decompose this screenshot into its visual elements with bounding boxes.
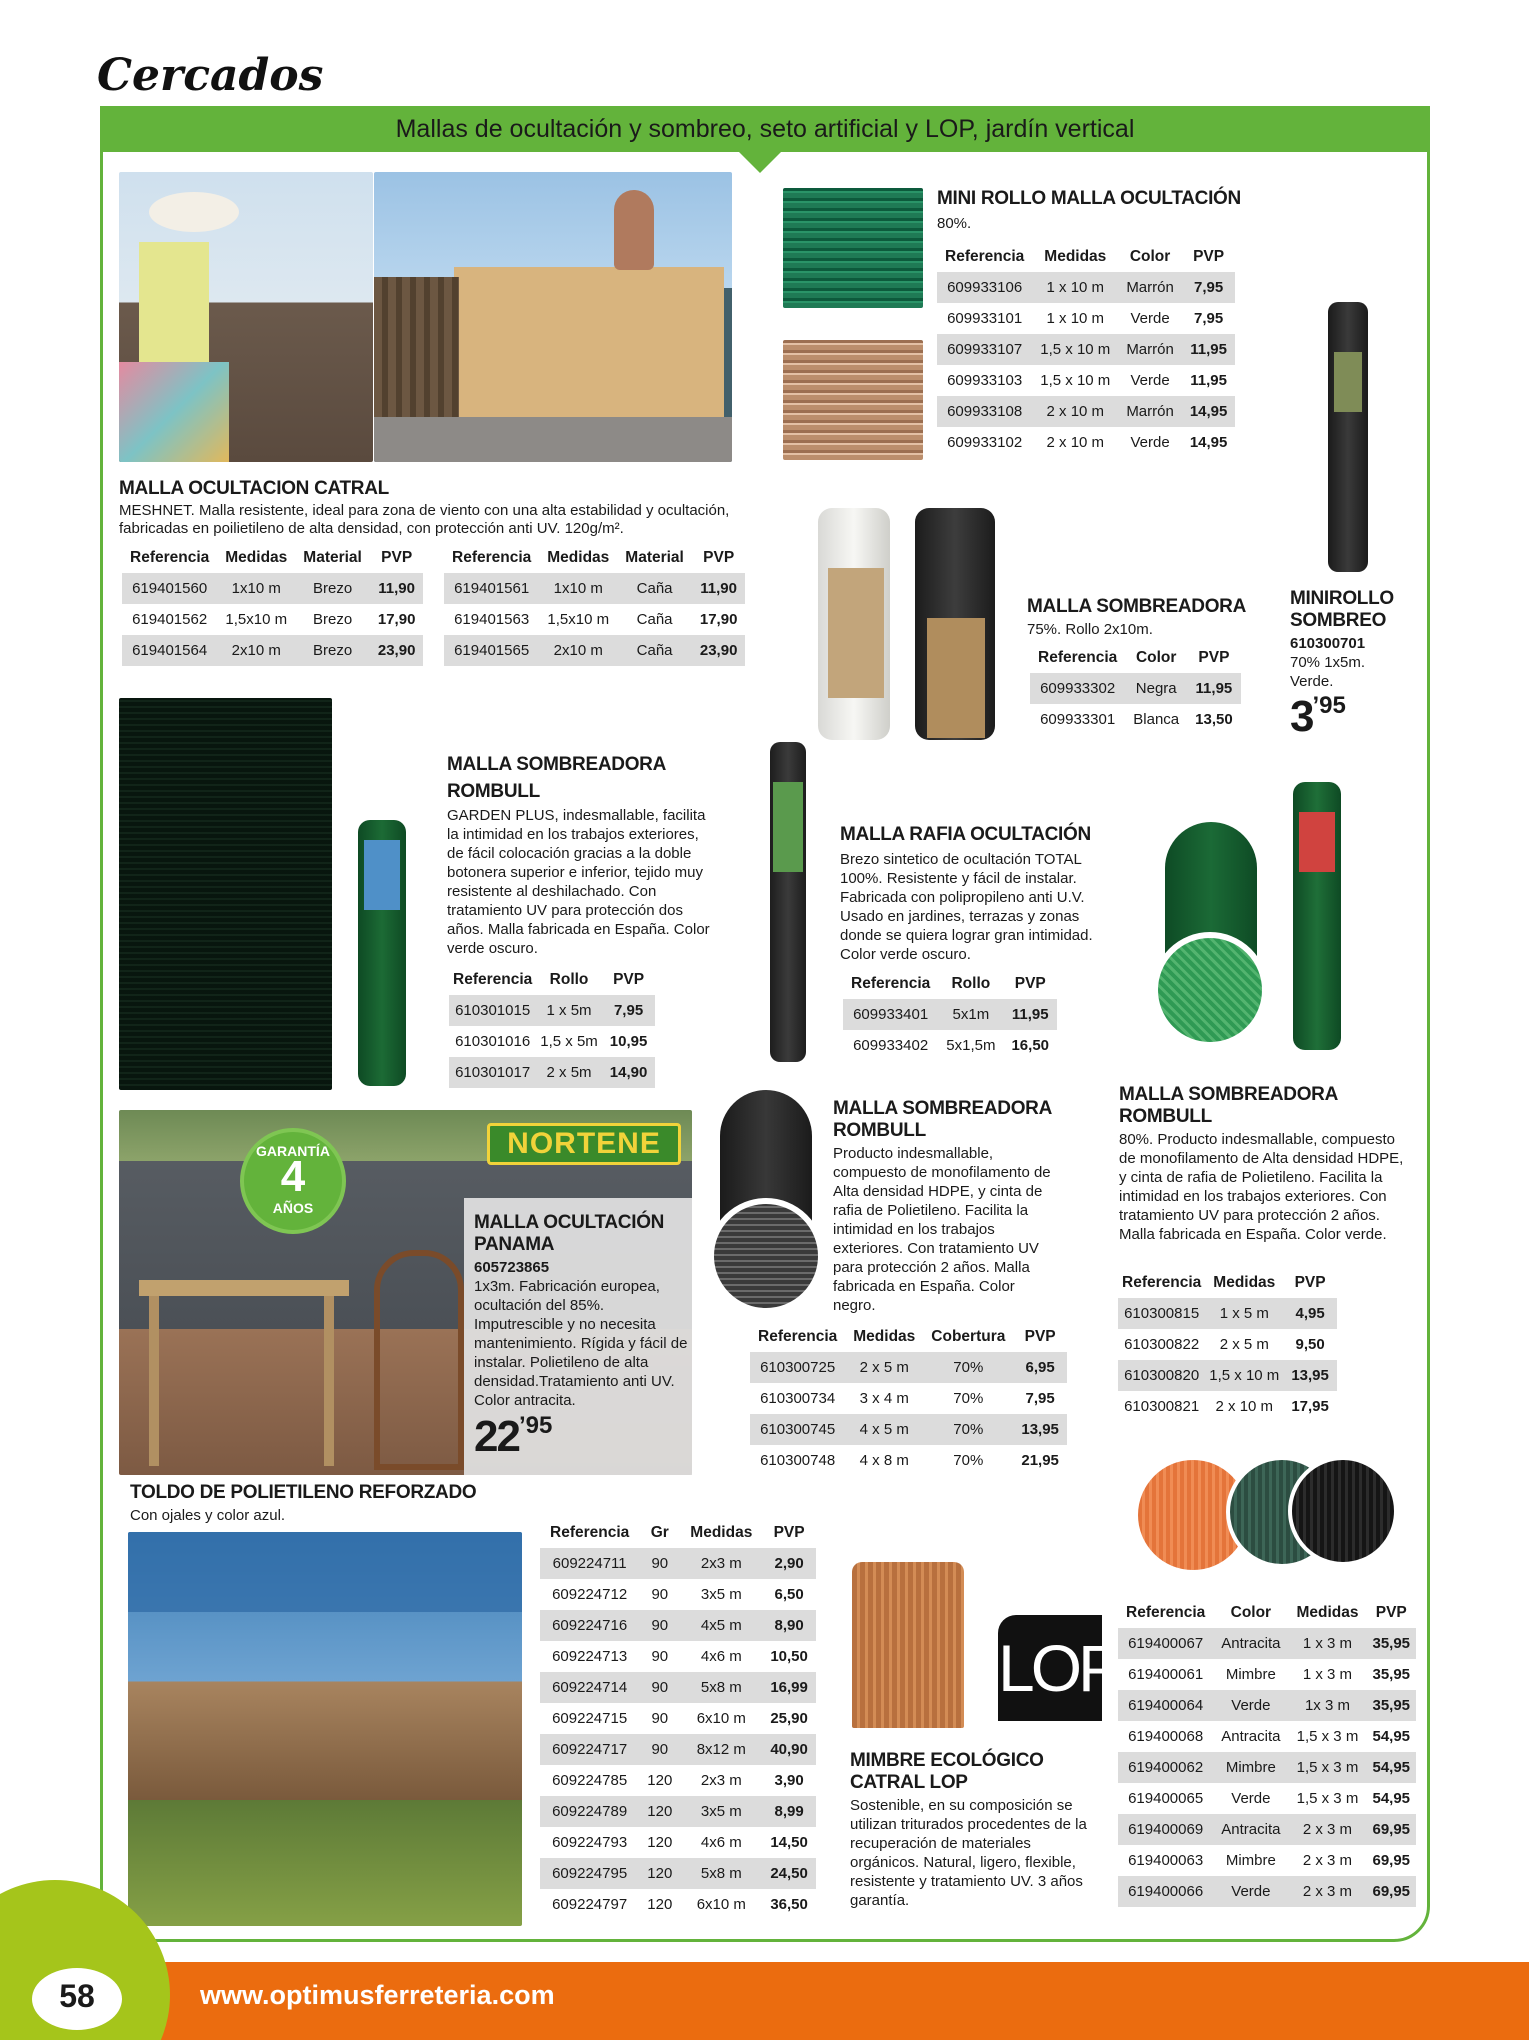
table-row: 610301016 1,5 x 5m 10,95 xyxy=(455,1033,648,1050)
rombull-80-title-2: ROMBULL xyxy=(1119,1106,1212,1127)
toldo-table: Referencia Gr Medidas PVP 609224711 90 2x3 m 2,90 609224712 90 3x5 m 6,50 609224716 90 4x5 m 8,90 609224713 90 4x6 m 10,50 609224714 90 5x8 m 16,99 609224715 90 6x10 m 25,90 609224717 90 8x12 m 40,90 609224785 120 2x3 m 3,90 609224789 120 3x5 m 8,99 609224793 120 4x6 m 14,50 609224795 120 5x8 m 24,50 609224797 120 6x10 m 36,50 xyxy=(540,1518,816,1920)
sombreadora-sub: 75%. Rollo 2x10m. xyxy=(1027,621,1153,638)
catral-desc: MESHNET. Malla resistente, ideal para zona de viento con una alta estabilidad y ocultación, fabricadas en poilietileno de alta densidad, con protección anti UV. 120g/m². xyxy=(119,502,730,537)
rombull-garden-table: Referencia Rollo PVP 610301015 1 x 5m 7,95 610301016 1,5 x 5m 10,95 610301017 2 x 5m 14,90 xyxy=(449,965,655,1088)
table-row: 619401564 2x10 m Brezo 23,90 xyxy=(122,635,423,666)
banner-pointer xyxy=(738,151,782,173)
table-row: 610300821 2 x 10 m 17,95 xyxy=(1124,1398,1329,1415)
table-row: 609933101 1 x 10 m Verde 7,95 xyxy=(947,310,1224,327)
table-row: 609933102 2 x 10 m Verde 14,95 xyxy=(947,434,1228,451)
rombull-negro-table: Referencia Medidas Cobertura PVP 610300725 2 x 5 m 70% 6,95 610300734 3 x 4 m 70% 7,95 610300745 4 x 5 m 70% 13,95 610300748 4 x 8 m 70% 21,95 xyxy=(750,1322,1067,1476)
rafia-roll-image xyxy=(770,742,806,1062)
table-row: 619400064 Verde 1x 3 m 35,95 xyxy=(1118,1690,1416,1721)
table-row: 610300725 2 x 5 m 70% 6,95 xyxy=(750,1352,1067,1383)
green-mesh-circle xyxy=(1152,932,1268,1048)
table-row: 609224789 120 3x5 m 8,99 xyxy=(540,1796,816,1827)
white-roll-image xyxy=(818,508,890,740)
section-banner: Mallas de ocultación y sombreo, seto artificial y LOP, jardín vertical xyxy=(100,106,1430,152)
panama-desc: 1x3m. Fabricación europea, ocultación del 85%. Imputrescible y no necesita mantenimiento. Rígida y fácil de instalar. Polietileno de alta densidad.Tratamiento anti UV. Color antracita. xyxy=(474,1278,688,1409)
rombull-negro-title-1: MALLA SOMBREADORA xyxy=(833,1098,1053,1119)
guarantee-badge-number: 4 xyxy=(280,1152,306,1201)
toldo-sub: Con ojales y color azul. xyxy=(130,1507,286,1524)
black-mesh-circle xyxy=(708,1198,824,1314)
rafia-desc: Brezo sintetico de ocultación TOTAL 100%. Resistente y fácil de instalar. Fabricada con polipropileno anti U.V. Usado en jardines, terrazas y zonas donde se quiera lograr gran intimidad. Color verde oscuro. xyxy=(840,851,1093,963)
table-row: 610300745 4 x 5 m 70% 13,95 xyxy=(750,1414,1067,1445)
minirollo-price: $3^{’95}$ xyxy=(1290,692,1346,741)
table-row: 619400065 Verde 1,5 x 3 m 54,95 xyxy=(1128,1790,1411,1807)
mini-rollo-title: MINI ROLLO MALLA OCULTACIÓN xyxy=(937,188,1241,209)
panama-ref: 605723865 xyxy=(474,1259,550,1276)
guarantee-badge-bottom: AÑOS xyxy=(272,1200,314,1216)
rafia-title: MALLA RAFIA OCULTACIÓN xyxy=(840,824,1091,845)
dark-roll-image xyxy=(915,508,995,740)
panama-price: $22^{’95}$ xyxy=(474,1412,553,1461)
rombull-negro-title-2: ROMBULL xyxy=(833,1120,926,1141)
catral-table-a: Referencia Medidas Material PVP 619401560 1x10 m Brezo 11,90 619401562 1,5x10 m Brezo 17,90 619401564 2x10 m Brezo 23,90 xyxy=(122,543,423,666)
catral-table-b: Referencia Medidas Material PVP 619401561 1x10 m Caña 11,90 619401563 1,5x10 m Caña 17,90 619401565 2x10 m Caña 23,90 xyxy=(444,543,745,666)
swatch-brown-mesh xyxy=(783,340,923,460)
panama-title-2: PANAMA xyxy=(474,1234,555,1255)
minirollo-desc-2: Verde. xyxy=(1290,673,1334,690)
table-row: 619400066 Verde 2 x 3 m 69,95 xyxy=(1118,1876,1416,1907)
mini-rollo-table: Referencia Medidas Color PVP 609933106 1 x 10 m Marrón 7,95 609933101 1 x 10 m Verde 7,95 609933107 1,5 x 10 m Marrón 11,95 609933103 1,5 x 10 m Verde 11,95 609933108 2 x 10 m Marrón 14,95 609933102 2 x 10 m Verde 14,95 xyxy=(937,242,1235,458)
green-roll-image xyxy=(358,820,406,1086)
minirollo-desc-1: 70% 1x5m. xyxy=(1290,654,1366,671)
table-row: 609933106 1 x 10 m Marrón 7,95 xyxy=(937,272,1235,303)
table-row: 609224795 120 5x8 m 24,50 xyxy=(540,1858,816,1889)
nortene-logo: NORTENE xyxy=(487,1123,681,1165)
mini-rollo-sub: 80%. xyxy=(937,215,972,232)
footer-website-link[interactable]: www.optimusferreteria.com xyxy=(200,1980,555,2010)
catral-title: MALLA OCULTACION CATRAL xyxy=(119,478,389,499)
table-row: 609224797 120 6x10 m 36,50 xyxy=(552,1896,808,1913)
page-title: Cercados xyxy=(97,50,324,101)
table-row: 609933107 1,5 x 10 m Marrón 11,95 xyxy=(937,334,1235,365)
table-row: 610300748 4 x 8 m 70% 21,95 xyxy=(760,1452,1059,1469)
table-row: 619400061 Mimbre 1 x 3 m 35,95 xyxy=(1128,1666,1411,1683)
panama-title-1: MALLA OCULTACIÓN xyxy=(474,1212,665,1233)
swatch-green-mesh xyxy=(783,188,923,308)
rombull-80-desc: 80%. Producto indesmallable, compuesto de monofilamento de Alta densidad HDPE, y cinta de rafia de Polietileno. Facilita la intimidad en los trabajos exteriores. Con tratamiento UV para protección 2 años. Malla fabricada en España. Color verde. xyxy=(1119,1131,1404,1243)
mimbre-roll-image xyxy=(852,1562,964,1728)
photo-woman-balcony xyxy=(119,172,373,462)
table-row: 619400063 Mimbre 2 x 3 m 69,95 xyxy=(1128,1852,1411,1869)
table-row: 619401565 2x10 m Caña 23,90 xyxy=(444,635,745,666)
table-row: 609224714 90 5x8 m 16,99 xyxy=(540,1672,816,1703)
table-row: 609224793 120 4x6 m 14,50 xyxy=(552,1834,808,1851)
table-row: 609224785 120 2x3 m 3,90 xyxy=(552,1772,804,1789)
minirollo-title-2: SOMBREO xyxy=(1290,610,1387,631)
mimbre-table: Referencia Color Medidas PVP 619400067 Antracita 1 x 3 m 35,95 619400061 Mimbre 1 x 3 m 35,95 619400064 Verde 1x 3 m 35,95 619400068 Antracita 1,5 x 3 m 54,95 619400062 Mimbre 1,5 x 3 m 54,95 619400065 Verde 1,5 x 3 m 54,95 619400069 Antracita 2 x 3 m 69,95 619400063 Mimbre 2 x 3 m 69,95 619400066 Verde 2 x 3 m 69,95 xyxy=(1118,1598,1416,1907)
sombreadora-table: Referencia Color PVP 609933302 Negra 11,95 609933301 Blanca 13,50 xyxy=(1030,643,1241,735)
guarantee-badge-top: GARANTÍA xyxy=(256,1143,330,1159)
photo-woman-fence xyxy=(374,172,732,462)
table-row: 610301015 1 x 5m 7,95 xyxy=(449,995,655,1026)
rombull-garden-title-2: ROMBULL xyxy=(447,781,540,802)
table-row: 619401560 1x10 m Brezo 11,90 xyxy=(122,573,423,604)
table-row: 609933108 2 x 10 m Marrón 14,95 xyxy=(937,396,1235,427)
swatch-dark-green-mesh xyxy=(119,698,332,1090)
sombreadora-title: MALLA SOMBREADORA xyxy=(1027,596,1247,617)
table-row: 609933402 5x1,5m 16,50 xyxy=(853,1037,1050,1054)
table-row: 609224717 90 8x12 m 40,90 xyxy=(540,1734,816,1765)
rombull-garden-title-1: MALLA SOMBREADORA xyxy=(447,754,667,775)
table-row: 619401563 1,5x10 m Caña 17,90 xyxy=(454,611,738,628)
table-row: 609224716 90 4x5 m 8,90 xyxy=(540,1610,816,1641)
table-row: 609933103 1,5 x 10 m Verde 11,95 xyxy=(947,372,1227,389)
mimbre-circle-black xyxy=(1288,1456,1398,1566)
table-row: 619400068 Antracita 1,5 x 3 m 54,95 xyxy=(1128,1728,1411,1745)
black-roll-image xyxy=(1328,302,1368,572)
rombull-80-title-1: MALLA SOMBREADORA xyxy=(1119,1084,1339,1105)
table-row: 619400062 Mimbre 1,5 x 3 m 54,95 xyxy=(1118,1752,1416,1783)
table-row: 610300820 1,5 x 10 m 13,95 xyxy=(1118,1360,1337,1391)
minirollo-title-1: MINIROLLO xyxy=(1290,588,1394,609)
lop-logo: LOP xyxy=(998,1615,1102,1721)
mimbre-title-1: MIMBRE ECOLÓGICO xyxy=(850,1750,1044,1771)
rombull-80-table: Referencia Medidas PVP 610300815 1 x 5 m 4,95 610300822 2 x 5 m 9,50 610300820 1,5 x 10 m 13,95 610300821 2 x 10 m 17,95 xyxy=(1118,1268,1337,1422)
table-row: 610301017 2 x 5m 14,90 xyxy=(449,1057,655,1088)
rombull-garden-desc: GARDEN PLUS, indesmallable, facilita la intimidad en los trabajos exteriores, de fácil colocación gracias a la doble botonera superior e inferior, tejido muy resistente al deshilachado. Con tratamiento UV para protección dos años. Malla fabricada en España. Color verde oscuro. xyxy=(447,807,710,957)
green-roll-labelled-image xyxy=(1293,782,1341,1050)
page-number: 58 xyxy=(59,1978,95,2014)
table-row: 609933301 Blanca 13,50 xyxy=(1040,711,1233,728)
table-row: 609224712 90 3x5 m 6,50 xyxy=(552,1586,804,1603)
rombull-negro-desc: Producto indesmallable, compuesto de monofilamento de Alta densidad HDPE, y cinta de rafia de Polietileno. Facilita la intimidad en los trabajos exteriores. Con tratamiento UV para protección 2 años. Malla fabricada en España. Color negro. xyxy=(833,1145,1051,1314)
toldo-title: TOLDO DE POLIETILENO REFORZADO xyxy=(130,1482,477,1503)
table-row: 619401562 1,5x10 m Brezo 17,90 xyxy=(132,611,416,628)
mimbre-desc: Sostenible, en su composición se utilizan triturados procedentes de la recuperación de materiales orgánicos. Natural, ligero, flexible, resistente y tratamiento UV. 3 años garantía. xyxy=(850,1797,1087,1909)
table-row: 609224711 90 2x3 m 2,90 xyxy=(540,1548,816,1579)
table-row: 609224715 90 6x10 m 25,90 xyxy=(552,1710,808,1727)
table-row: 610300815 1 x 5 m 4,95 xyxy=(1118,1298,1337,1329)
table-row: 619400069 Antracita 2 x 3 m 69,95 xyxy=(1118,1814,1416,1845)
table-row: 609224713 90 4x6 m 10,50 xyxy=(552,1648,808,1665)
photo-blue-tarp xyxy=(128,1532,522,1926)
table-row: 619400067 Antracita 1 x 3 m 35,95 xyxy=(1118,1628,1416,1659)
table-row: 619401561 1x10 m Caña 11,90 xyxy=(444,573,745,604)
mimbre-title-2: CATRAL LOP xyxy=(850,1772,968,1793)
minirollo-ref: 610300701 xyxy=(1290,635,1366,652)
table-row: 609933401 5x1m 11,95 xyxy=(843,999,1057,1030)
table-row: 610300822 2 x 5 m 9,50 xyxy=(1124,1336,1325,1353)
rafia-table: Referencia Rollo PVP 609933401 5x1m 11,95 609933402 5x1,5m 16,50 xyxy=(843,969,1057,1061)
table-row: 609933302 Negra 11,95 xyxy=(1030,673,1241,704)
table-row: 610300734 3 x 4 m 70% 7,95 xyxy=(760,1390,1055,1407)
